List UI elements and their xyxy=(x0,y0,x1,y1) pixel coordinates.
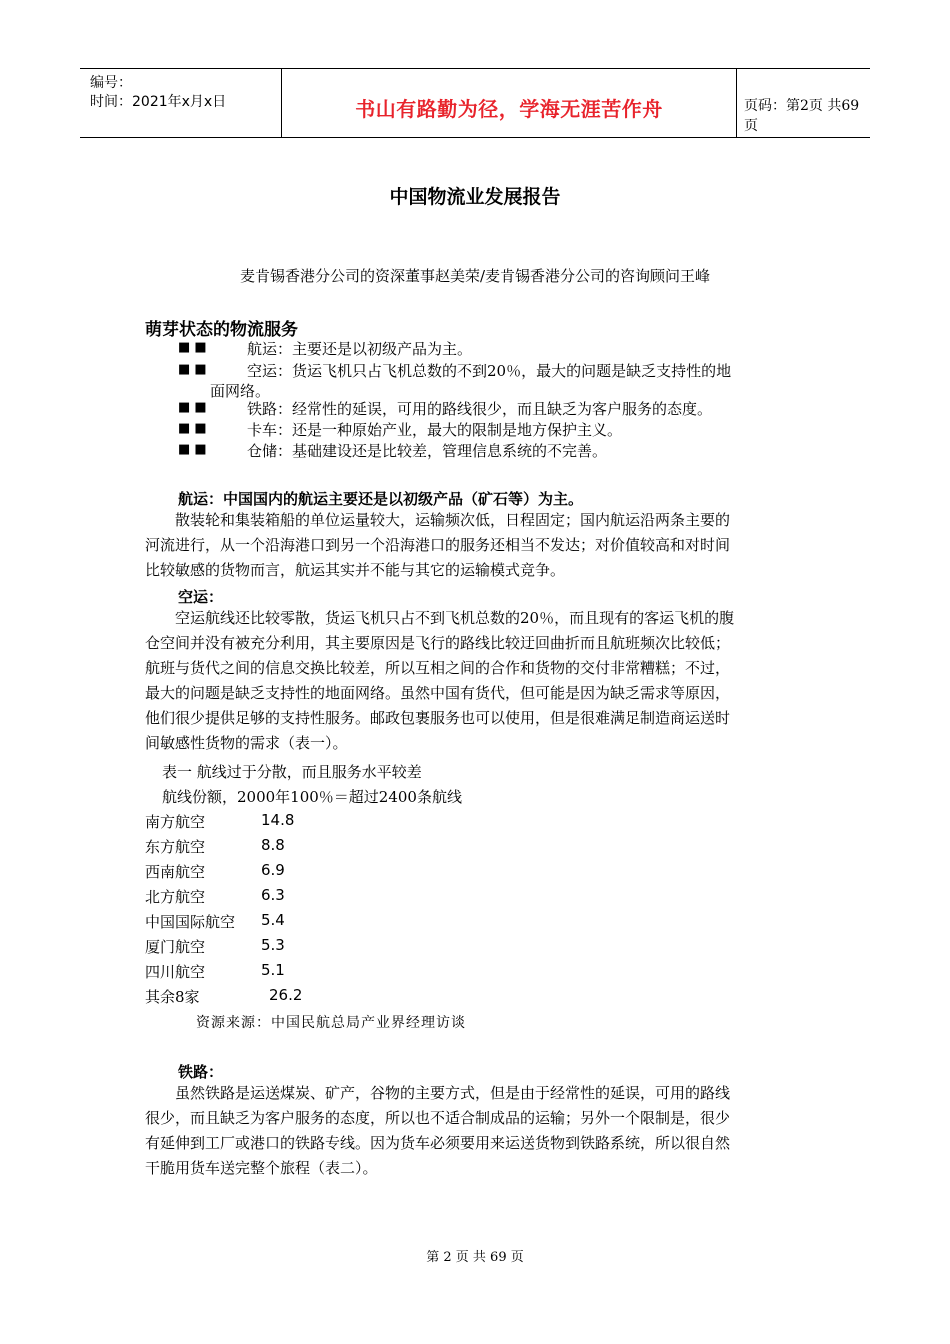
table-caption: 表一 航线过于分散，而且服务水平较差 xyxy=(162,763,422,781)
list-item: 空运：货运飞机只占飞机总数的不到20％，最大的问题是缺乏支持性的地 xyxy=(247,362,732,380)
table-row-value: 8.8 xyxy=(261,836,285,854)
authors-line: 麦肯锡香港分公司的资深董事赵美荣/麦肯锡香港分公司的咨询顾问王峰 xyxy=(239,267,711,285)
list-item-continuation: 面网络。 xyxy=(210,382,271,400)
page-number-label: 页码：第2页 共69页 xyxy=(744,98,860,134)
number-label: 编号： xyxy=(90,75,132,91)
air-paragraph xyxy=(145,606,810,756)
table-row-name: 西南航空 xyxy=(145,863,206,881)
paragraph-line: 他们很少提供足够的支持性服务。邮政包裹服务也可以使用，但是很难满足制造商运送时 xyxy=(145,709,731,727)
table-row-name: 南方航空 xyxy=(145,813,206,831)
table-row-value: 26.2 xyxy=(269,986,303,1004)
air-heading: 空运： xyxy=(178,588,224,606)
table-row-value: 6.3 xyxy=(261,886,285,904)
list-item: 仓储：基础建设还是比较差，管理信息系统的不完善。 xyxy=(247,442,608,460)
bullet-marks: ■ ■ xyxy=(178,340,207,355)
list-item: 卡车：还是一种原始产业，最大的限制是地方保护主义。 xyxy=(247,421,623,439)
header-page-cell xyxy=(736,69,870,137)
paragraph-line: 干脆用货车送完整个旅程（表二）。 xyxy=(145,1159,378,1177)
bullet-marks: ■ ■ xyxy=(178,442,207,457)
paragraph-line: 比较敏感的货物而言，航运其实并不能与其它的运输模式竞争。 xyxy=(145,561,566,579)
table-row-value: 5.1 xyxy=(261,961,285,979)
paragraph-line: 最大的问题是缺乏支持性的地面网络。虽然中国有货代，但可能是因为缺乏需求等原因， xyxy=(145,684,731,702)
paragraph-line: 很少，而且缺乏为客户服务的态度，所以也不适合制成品的运输；另外一个限制是，很少 xyxy=(145,1109,731,1127)
time-label: 时间：2021年x月x日 xyxy=(90,94,227,110)
rail-heading: 铁路： xyxy=(178,1063,224,1081)
header-motto-cell xyxy=(281,69,737,137)
bullet-marks: ■ ■ xyxy=(178,400,207,415)
table-row-name: 东方航空 xyxy=(145,838,206,856)
table-row-name: 四川航空 xyxy=(145,963,206,981)
table-row-name: 其余8家 xyxy=(145,988,200,1006)
table-row-name: 厦门航空 xyxy=(145,938,206,956)
section-heading: 萌芽状态的物流服务 xyxy=(145,320,298,340)
table-subcaption: 航线份额，2000年100％＝超过2400条航线 xyxy=(162,788,462,806)
paragraph-line: 河流进行，从一个沿海港口到另一个沿海港口的服务还相当不发达；对价值较高和对时间 xyxy=(145,536,731,554)
table-row-name: 北方航空 xyxy=(145,888,206,906)
paragraph-line: 有延伸到工厂或港口的铁路专线。因为货车必须要用来运送货物到铁路系统，所以很自然 xyxy=(145,1134,731,1152)
page-header xyxy=(80,68,870,138)
paragraph-line: 虽然铁路是运送煤炭、矿产，谷物的主要方式，但是由于经常性的延误，可用的路线 xyxy=(175,1084,731,1102)
paragraph-line: 空运航线还比较零散，货运飞机只占不到飞机总数的20％，而且现有的客运飞机的腹 xyxy=(175,609,735,627)
shipping-heading: 航运：中国国内的航运主要还是以初级产品（矿石等）为主。 xyxy=(178,490,584,508)
paragraph-line: 间敏感性货物的需求（表一）。 xyxy=(145,734,348,752)
list-item: 航运：主要还是以初级产品为主。 xyxy=(247,340,473,358)
header-meta-cell xyxy=(80,69,281,137)
list-item: 铁路：经常性的延误，可用的路线很少，而且缺乏为客户服务的态度。 xyxy=(247,400,713,418)
table-row-value: 6.9 xyxy=(261,861,285,879)
table-row-value: 5.4 xyxy=(261,911,285,929)
table-row-value: 14.8 xyxy=(261,811,295,829)
bullet-marks: ■ ■ xyxy=(178,362,207,377)
bullet-marks: ■ ■ xyxy=(178,421,207,436)
paragraph-line: 仓空间并没有被充分利用，其主要原因是飞行的路线比较迂回曲折而且航班频次比较低； xyxy=(145,634,731,652)
document-title: 中国物流业发展报告 xyxy=(389,186,561,208)
page-footer: 第 2 页 共 69 页 xyxy=(426,1250,524,1265)
paragraph-line: 航班与货代之间的信息交换比较差，所以互相之间的合作和货物的交付非常糟糕；不过， xyxy=(145,659,731,677)
table-row-value: 5.3 xyxy=(261,936,285,954)
rail-paragraph xyxy=(145,1081,810,1181)
paragraph-line: 散装轮和集装箱船的单位运量较大，运输频次低，日程固定；国内航运沿两条主要的 xyxy=(175,511,731,529)
shipping-paragraph xyxy=(145,508,810,583)
table-source-note: 资源来源：中国民航总局产业界经理访谈 xyxy=(196,1015,466,1031)
table-row-name: 中国国际航空 xyxy=(145,913,236,931)
motto-text: 书山有路勤为径，学海无涯苦作舟 xyxy=(355,97,663,121)
